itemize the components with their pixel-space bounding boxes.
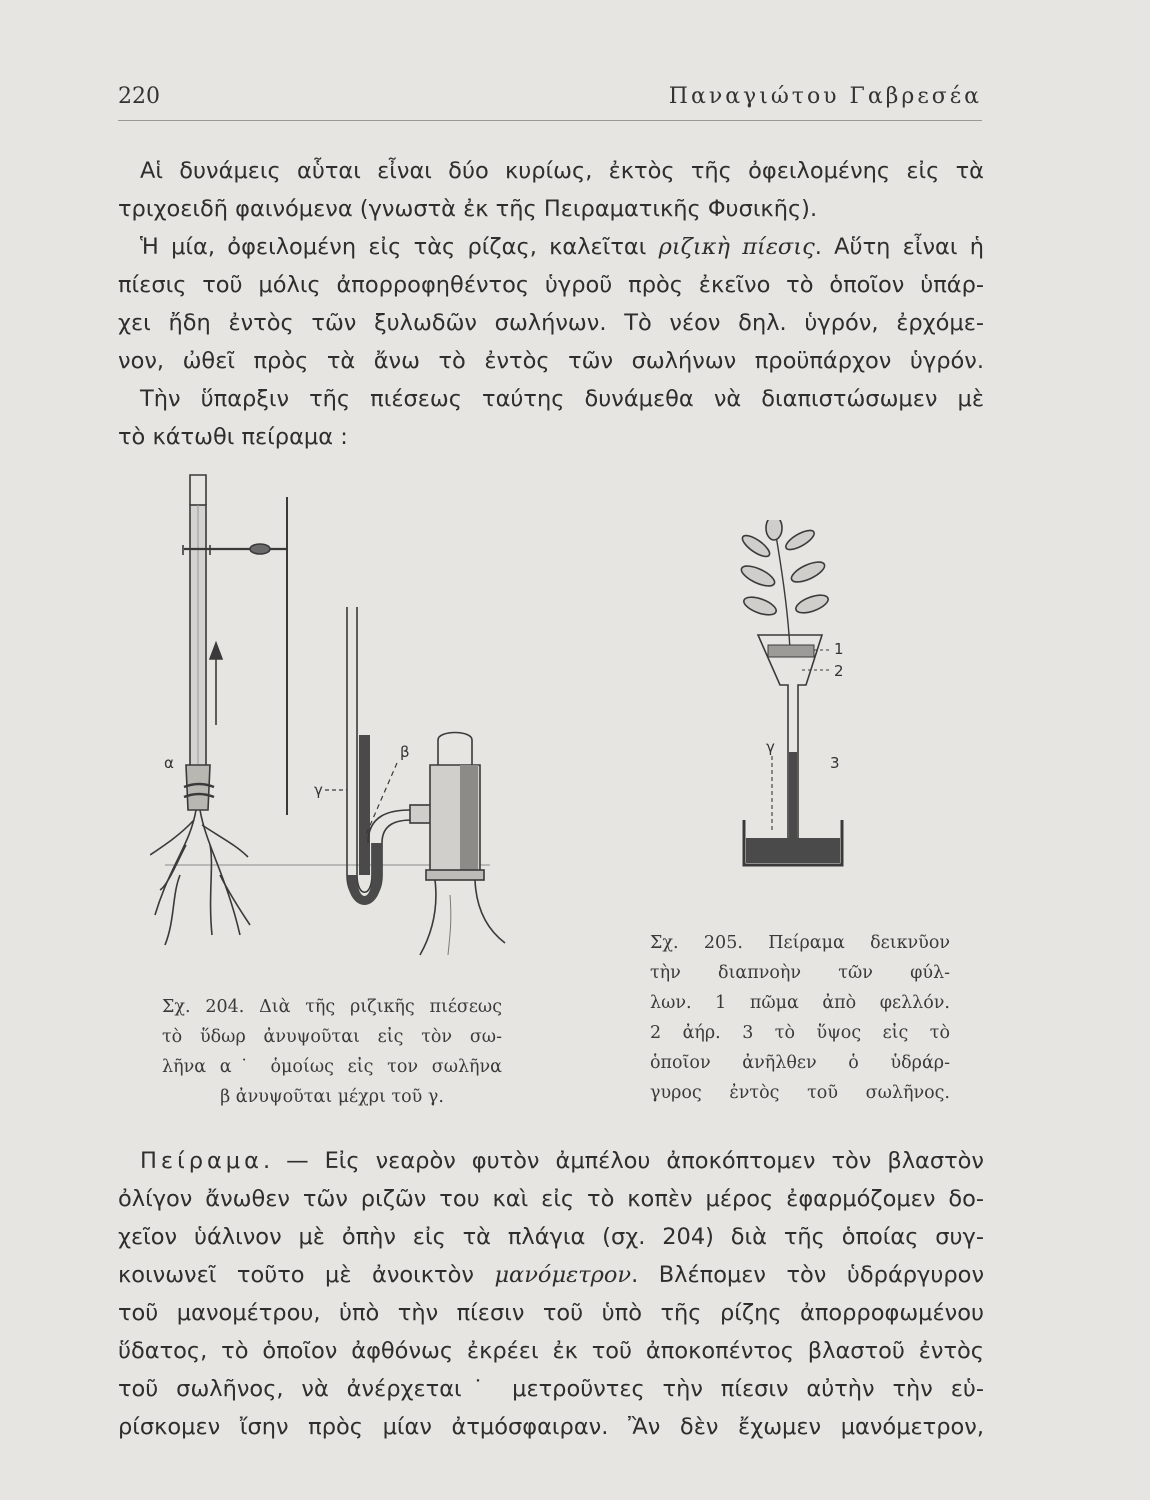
text-line: Τὴν ὕπαρξιν τῆς πιέσεως ταύτης δυνάμεθα νὰ διαπιστώσωμεν μὲ bbox=[140, 386, 984, 412]
label-1: 1 bbox=[834, 640, 844, 658]
label-3: 3 bbox=[830, 754, 840, 772]
caption-line: 2 ἀήρ. 3 τὸ ὕψος εἰς τὸ bbox=[650, 1023, 950, 1043]
figure-205-illustration bbox=[730, 520, 870, 900]
text-line: ὕδατος, τὸ ὁποῖον ἀφθόνως ἐκρέει ἐκ τοῦ ἀποκοπέντος βλαστοῦ ἐντὸς bbox=[118, 1338, 984, 1364]
text-fragment: . Βλέπομεν τὸν ὑδράργυρον bbox=[631, 1262, 985, 1288]
text-line: τὸ κάτωθι πείραμα : bbox=[118, 424, 348, 450]
intro-paragraph bbox=[118, 152, 984, 456]
caption-line: γυρος ἐντὸς τοῦ σωλῆνος. bbox=[650, 1083, 950, 1103]
text-fragment: Ἡ μία, ὀφειλομένη εἰς τὰς ρίζας, καλεῖται bbox=[140, 234, 659, 260]
caption-line: β ἀνυψοῦται μέχρι τοῦ γ. bbox=[220, 1087, 444, 1107]
figure-204-illustration bbox=[150, 465, 510, 975]
text-line: τοῦ σωλῆνος, νὰ ἀνέρχεται˙ μετροῦντες τὴν πίεσιν αὐτὴν τὴν εὑ- bbox=[118, 1376, 984, 1402]
pointer-lines bbox=[772, 650, 830, 830]
header-rule bbox=[118, 120, 982, 121]
roots bbox=[150, 810, 250, 945]
manometer-u-tube bbox=[347, 607, 434, 905]
figure-205-caption bbox=[650, 928, 950, 1108]
caption-line: λῆνα α˙ ὁμοίως εἰς τον σωλῆνα bbox=[162, 1057, 502, 1077]
text-line: πίεσις τοῦ μόλις ἀπορροφηθέντος ὑγροῦ πρὸς ἐκεῖνο τὸ ὁποῖον ὑπάρ- bbox=[118, 272, 984, 298]
glass-vessel bbox=[426, 733, 484, 881]
experiment-title: Πείραμα bbox=[140, 1148, 263, 1174]
text-line: χεῖον ὑάλινον μὲ ὀπὴν εἰς τὰ πλάγια (σχ. 204) διὰ τῆς ὁποίας συγ- bbox=[118, 1224, 984, 1250]
text-line: νον, ὠθεῖ πρὸς τὰ ἄνω τὸ ἐντὸς τῶν σωλήνων προϋπάρχον ὑγρόν. bbox=[118, 348, 984, 374]
text-line: χει ἤδη ἐντὸς τῶν ξυλωδῶν σωλήνων. Τὸ νέον δηλ. ὑγρόν, ἐρχόμε- bbox=[118, 310, 984, 336]
stem-tube bbox=[184, 475, 214, 810]
vine-stump bbox=[420, 880, 505, 955]
label-beta: β bbox=[400, 743, 410, 761]
page-header bbox=[118, 84, 982, 124]
caption-line: Σχ. 204. Διὰ τῆς ριζικῆς πιέσεως bbox=[162, 997, 502, 1017]
label-gamma: γ bbox=[766, 738, 775, 756]
text-line: Αἱ δυνάμεις αὗται εἶναι δύο κυρίως, ἐκτὸς τῆς ὀφειλομένης εἰς τὰ bbox=[140, 158, 984, 184]
text-line bbox=[118, 1142, 984, 1180]
figure-204-caption bbox=[162, 992, 502, 1112]
label-alpha: α bbox=[164, 754, 174, 772]
running-head: Παναγιώτου Γαβρεσέα bbox=[668, 84, 982, 109]
text-fragment: . — Εἰς νεαρὸν φυτὸν ἀμπέλου ἀποκόπτομεν τὸν βλαστὸν bbox=[262, 1148, 984, 1174]
caption-line: ὁποῖον ἀνῆλθεν ὁ ὑδράρ- bbox=[650, 1053, 950, 1073]
label-2: 2 bbox=[834, 662, 844, 680]
caption-line: λων. 1 πῶμα ἀπὸ φελλόν. bbox=[650, 993, 950, 1013]
page-number: 220 bbox=[118, 84, 160, 109]
emphasis-term: ριζικὴ πίεσις bbox=[658, 234, 815, 260]
label-gamma: γ bbox=[314, 781, 323, 799]
upward-arrow bbox=[210, 643, 222, 725]
text-line: τοῦ μανομέτρου, ὑπὸ τὴν πίεσιν τοῦ ὑπὸ τῆς ρίζης ἀπορροφωμένου bbox=[118, 1300, 984, 1326]
caption-line: Σχ. 205. Πείραμα δεικνῦον bbox=[650, 933, 950, 953]
text-line: τριχοειδῆ φαινόμενα (γνωστὰ ἐκ τῆς Πειραματικῆς Φυσικῆς). bbox=[118, 196, 818, 222]
text-line bbox=[118, 1256, 984, 1294]
caption-line: τὴν διαπνοὴν τῶν φύλ- bbox=[650, 963, 950, 983]
emphasis-term: μανόμετρον bbox=[494, 1262, 632, 1288]
caption-line: τὸ ὕδωρ ἀνυψοῦται εἰς τὸν σω- bbox=[162, 1027, 502, 1047]
text-fragment: . Αὕτη εἶναι ἡ bbox=[814, 234, 985, 260]
text-fragment: κοινωνεῖ τοῦτο μὲ ἀνοικτὸν bbox=[118, 1262, 495, 1288]
experiment-paragraph bbox=[118, 1142, 984, 1446]
leafy-shoot bbox=[739, 520, 831, 650]
text-line bbox=[118, 228, 984, 266]
text-line: ρίσκομεν ἴσην πρὸς μίαν ἀτμόσφαιραν. Ἂν δὲν ἔχωμεν μανόμετρον, bbox=[118, 1414, 984, 1440]
text-line: ὀλίγον ἄνωθεν τῶν ριζῶν του καὶ εἰς τὸ κοπὲν μέρος ἐφαρμόζομεν δο- bbox=[118, 1186, 984, 1212]
